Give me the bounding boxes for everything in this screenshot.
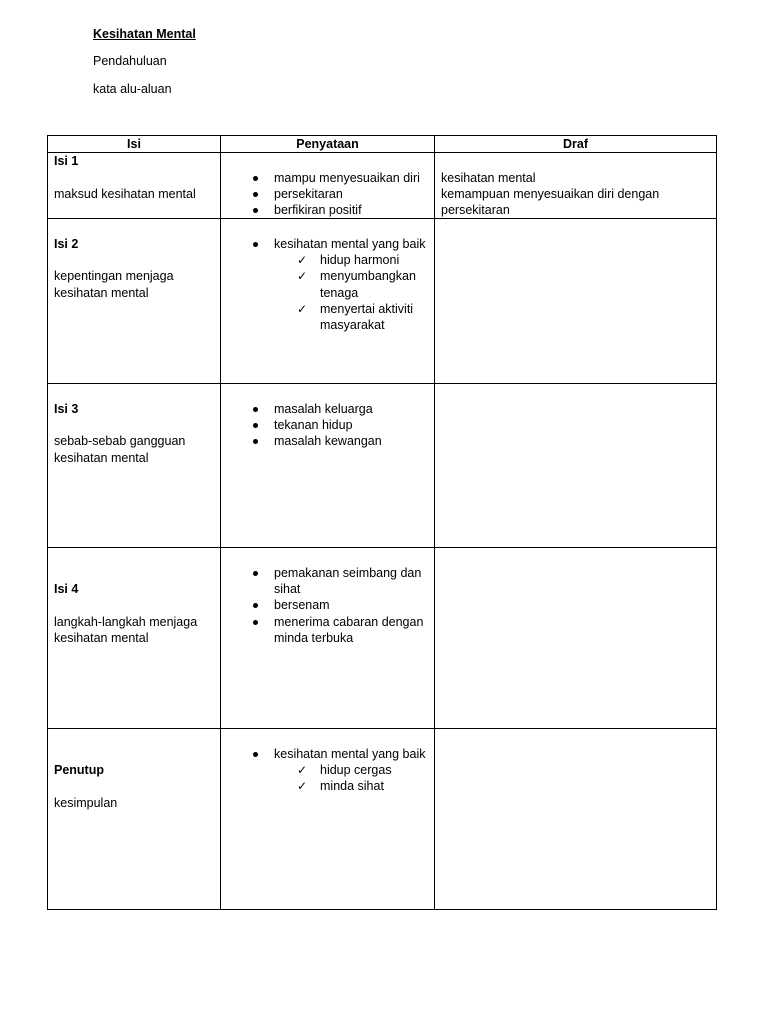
penyataan-cell [221, 729, 435, 910]
isi-cell [48, 384, 221, 548]
row-label: Isi 1 [54, 154, 79, 169]
check-text: hidup cergas [320, 763, 392, 778]
bullet-list [227, 170, 428, 219]
bullet-text: kesihatan mental yang baik [274, 746, 426, 761]
checkmark-icon: ✓ [297, 253, 308, 268]
bullet-text: persekitaran [274, 186, 343, 201]
isi-cell [48, 548, 221, 729]
bullet-item [274, 614, 428, 647]
draf-text: kemampuan menyesuaikan diri dengan persekitaran [441, 186, 660, 218]
penyataan-cell [221, 153, 435, 219]
bullet-item [274, 170, 428, 186]
bullet-list [227, 746, 428, 795]
check-item [297, 268, 428, 301]
bullet-text: masalah keluarga [274, 401, 373, 416]
table-row [48, 384, 717, 548]
check-item [297, 778, 428, 794]
bullet-text: kesihatan mental yang baik [274, 236, 426, 251]
isi-cell [48, 729, 221, 910]
row-label: Penutup [54, 763, 104, 778]
document-title: Kesihatan Mental [93, 27, 196, 41]
welcome-text: kata alu-aluan [93, 82, 172, 96]
draf-text: kesihatan mental [441, 170, 536, 185]
column-header-isi: Isi [48, 136, 221, 153]
check-text: minda sihat [320, 779, 384, 794]
table-row [48, 548, 717, 729]
bullet-text: menerima cabaran dengan minda terbuka [274, 614, 424, 645]
check-text: menyertai aktiviti masyarakat [320, 301, 414, 333]
draf-cell [435, 153, 717, 219]
check-item [297, 301, 428, 334]
row-label: Isi 3 [54, 401, 79, 416]
isi-cell [48, 153, 221, 219]
bullet-list [227, 401, 428, 450]
bullet-text: berfikiran positif [274, 203, 362, 218]
bullet-item [274, 417, 428, 433]
table-header-row [48, 136, 717, 153]
bullet-text: tekanan hidup [274, 418, 353, 433]
draf-cell [435, 219, 717, 384]
draf-cell [435, 729, 717, 910]
bullet-item [274, 401, 428, 417]
check-list [227, 252, 428, 333]
check-list [227, 762, 428, 795]
penyataan-cell [221, 219, 435, 384]
bullet-text: pemakanan seimbang dan sihat [274, 565, 422, 597]
bullet-item [274, 236, 428, 334]
row-label: Isi 2 [54, 236, 79, 251]
bullet-item [274, 597, 428, 613]
bullet-item [274, 202, 428, 218]
bullet-text: masalah kewangan [274, 434, 382, 449]
checkmark-icon: ✓ [297, 763, 308, 778]
checkmark-icon: ✓ [297, 301, 308, 316]
row-subject: kesimpulan [54, 795, 118, 810]
column-header-draf: Draf [435, 136, 717, 153]
row-subject: kepentingan menjaga kesihatan mental [54, 269, 174, 300]
check-item [297, 762, 428, 778]
intro-heading: Pendahuluan [93, 54, 167, 68]
draf-cell [435, 548, 717, 729]
checkmark-icon: ✓ [297, 779, 308, 794]
check-item [297, 252, 428, 268]
bullet-item [274, 565, 428, 598]
check-text: menyumbangkan tenaga [320, 269, 416, 300]
penyataan-cell [221, 384, 435, 548]
row-subject: langkah-langkah menjaga kesihatan mental [54, 614, 198, 645]
bullet-item [274, 433, 428, 449]
table-row [48, 219, 717, 384]
bullet-text: mampu menyesuaikan diri [274, 170, 420, 185]
row-subject: sebab-sebab gangguan kesihatan mental [54, 434, 186, 465]
bullet-text: bersenam [274, 598, 330, 613]
penyataan-cell [221, 548, 435, 729]
draf-cell [435, 384, 717, 548]
bullet-list [227, 565, 428, 646]
outline-table [47, 135, 717, 910]
table-row [48, 153, 717, 219]
checkmark-icon: ✓ [297, 269, 308, 284]
column-header-penyataan: Penyataan [221, 136, 435, 153]
table-row [48, 729, 717, 910]
bullet-item [274, 746, 428, 795]
row-label: Isi 4 [54, 582, 79, 597]
row-subject: maksud kesihatan mental [54, 186, 196, 201]
isi-cell [48, 219, 221, 384]
bullet-item [274, 186, 428, 202]
bullet-list [227, 236, 428, 334]
check-text: hidup harmoni [320, 253, 400, 268]
